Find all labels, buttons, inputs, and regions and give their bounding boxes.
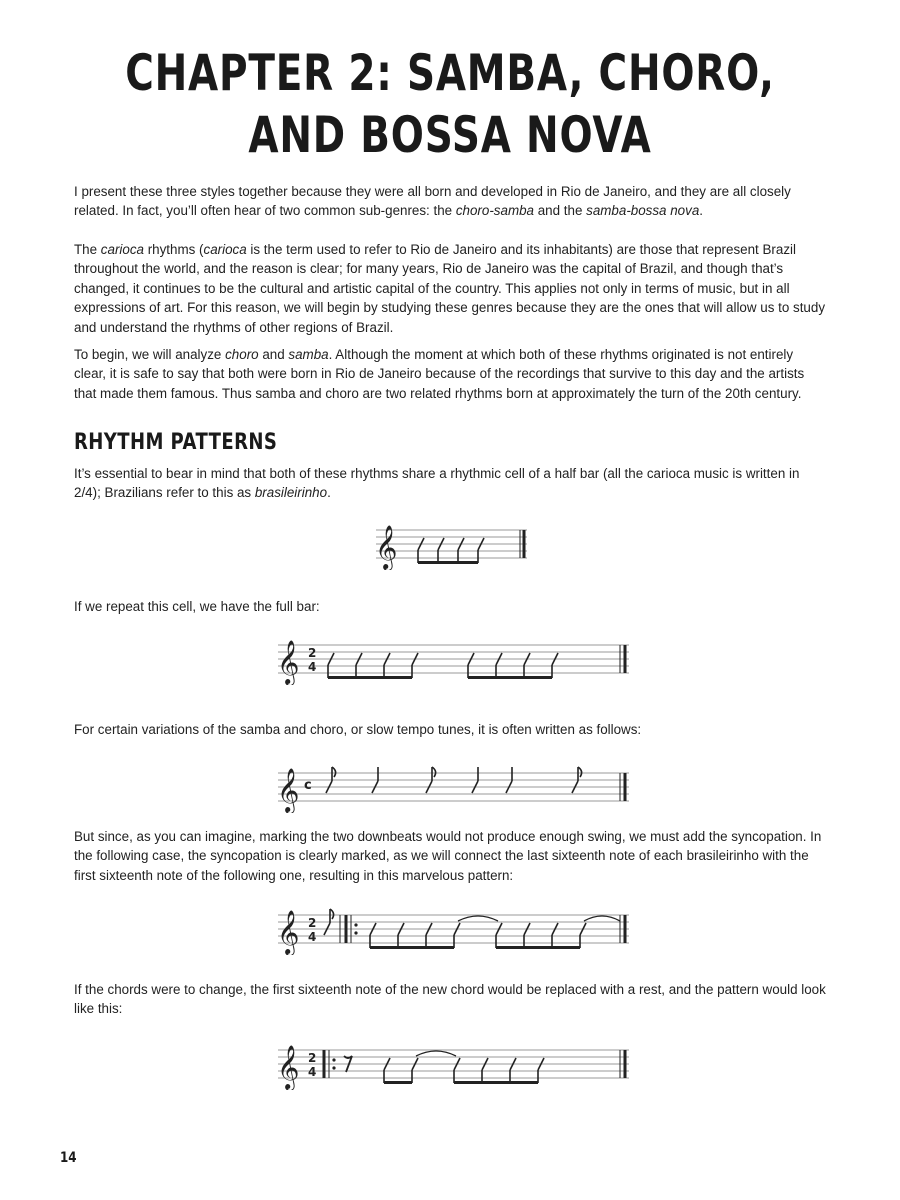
time-signature-bottom: 4 xyxy=(308,1065,317,1079)
italic-term: carioca xyxy=(203,242,247,257)
time-signature-top: 2 xyxy=(308,916,317,930)
page-number: 14 xyxy=(60,1150,77,1166)
common-time-symbol: c xyxy=(304,778,312,793)
text-run: is the term used to refer to Rio de Janeiro and its inhabitants) are those that represent Brazil throughout the world, and the reason is clear; for many years, Rio de Janeiro was the capital of Brazil, and though that’s changed, it continues to be the cultural and artistic capital of the country. This applies not only in terms of music, but in all expressions of art. For this reason, we will begin by studying these genres because they are the ones that will allow us to study and understand the rhythms of other regions of Brazil. xyxy=(74,242,826,335)
tie xyxy=(416,1051,456,1056)
music-staff-cell xyxy=(372,520,532,570)
intro-paragraph xyxy=(74,182,826,221)
time-signature-bottom: 4 xyxy=(308,930,317,944)
slow-tempo-paragraph: For certain variations of the samba and choro, or slow tempo tunes, it is often written as follows: xyxy=(74,722,642,737)
origin-paragraph xyxy=(74,345,826,403)
music-staff-rest-pattern xyxy=(274,1040,634,1090)
tie xyxy=(584,916,620,921)
time-signature-top: 2 xyxy=(308,1051,317,1065)
treble-clef-icon: 𝄞 xyxy=(277,1045,300,1089)
chord-change-paragraph: If the chords were to change, the first sixteenth note of the new chord would be replaced with a rest, and the pattern would look like this: xyxy=(74,982,826,1017)
chapter-title-line-2: AND BOSSA NOVA xyxy=(248,106,652,164)
time-signature-bottom: 4 xyxy=(308,660,317,674)
treble-clef-icon: 𝄞 xyxy=(375,525,398,569)
treble-clef-icon: 𝄞 xyxy=(277,640,300,684)
music-staff-full-bar xyxy=(274,635,634,685)
music-staff-syncopation xyxy=(274,905,634,955)
treble-clef-icon: 𝄞 xyxy=(277,910,300,954)
tie xyxy=(458,916,498,921)
text-run: It’s essential to bear in mind that both of these rhythms share a rhythmic cell of a half bar (all the carioca music is written in 2/4); Brazilians refer to this as xyxy=(74,466,800,501)
syncopation-paragraph: But since, as you can imagine, marking the two downbeats would not produce enough swing, we must add the syncopation. In the following case, the syncopation is clearly marked, as we will connect the last sixteenth note of each brasileirinho with the first sixteenth note of the following one, resulting in this marvelous pattern: xyxy=(74,829,822,883)
italic-term: choro xyxy=(225,347,259,362)
text-run: . xyxy=(327,485,331,501)
italic-term: brasileirinho xyxy=(254,485,328,501)
treble-clef-icon: 𝄞 xyxy=(277,768,300,812)
text-run: rhythms ( xyxy=(143,242,204,257)
text-run: and xyxy=(258,347,289,362)
italic-term: samba xyxy=(288,347,329,362)
italic-term: samba-bossa nova xyxy=(586,203,700,219)
text-run: . Although the moment at which both of these rhythms originated is not entirely clear, it is safe to say that both were born in Rio de Janeiro because of the recordings that survive to this day and the artists that made them famous. Thus samba and choro are two related rhythms born at approximately the turn of the 20th century. xyxy=(74,347,805,401)
text-run: I present these three styles together because they were all born and developed in Rio de Janeiro, and they are all closely related. In fact, you’ll often hear of two common sub-genres: the xyxy=(74,184,791,219)
section-heading: RHYTHM PATTERNS xyxy=(74,430,278,455)
chapter-title-line-1: CHAPTER 2: SAMBA, CHORO, xyxy=(125,44,775,102)
carioca-paragraph xyxy=(74,240,826,337)
chapter-title xyxy=(99,42,801,166)
rhythm-cell-paragraph xyxy=(74,464,826,503)
text-run: and the xyxy=(534,203,587,219)
italic-term: choro-samba xyxy=(455,203,534,219)
text-run: . xyxy=(699,203,703,219)
text-run: To begin, we will analyze xyxy=(74,347,226,362)
time-signature-top: 2 xyxy=(308,646,317,660)
italic-term: carioca xyxy=(100,242,144,257)
full-bar-paragraph: If we repeat this cell, we have the full bar: xyxy=(74,599,320,614)
text-run: The xyxy=(74,242,101,257)
music-staff-eighths xyxy=(274,763,634,813)
